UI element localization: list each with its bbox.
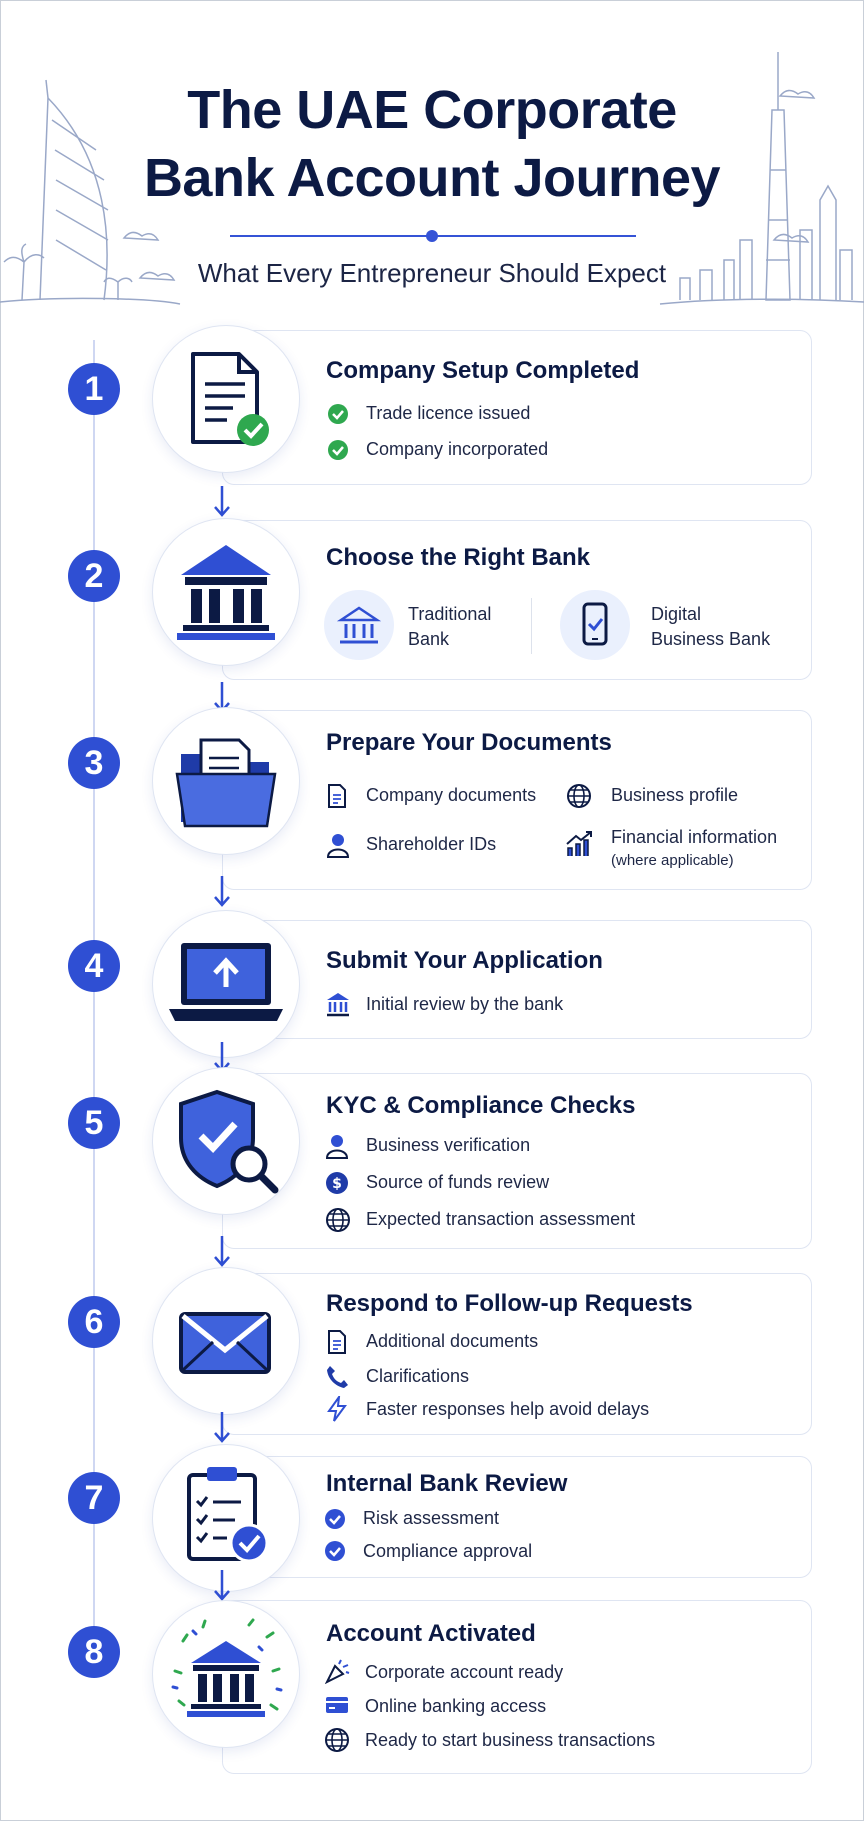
bank-celebration-icon [153,1601,299,1747]
option-1-label-line-2: Bank [408,629,450,649]
page-title-line-2: Bank Account Journey [143,148,721,208]
option-1-icon-circle [324,590,394,660]
shield-search-icon [153,1068,299,1214]
step-3-item-4-note: (where applicable) [611,852,734,869]
step-4-item-1: Initial review by the bank [366,994,564,1014]
header [0,0,864,310]
step-1-item-1: Trade licence issued [366,403,531,423]
smartphone-check-icon [560,590,630,660]
step-8-item-2: Online banking access [365,1696,547,1716]
document-check-icon [153,326,299,472]
bank-icon [324,590,394,660]
step-3-item-1: Company documents [366,785,537,805]
bank-building-icon [153,519,299,665]
options-separator [531,598,532,654]
step-4-card [222,920,812,1039]
step-1-item-2: Company incorporated [366,439,549,459]
document-icon [326,1329,348,1355]
step-2-title: Choose the Right Bank [326,544,591,571]
step-4-icon-circle [152,910,300,1058]
step-8-item-1: Corporate account ready [365,1662,564,1682]
step-8-icon-circle [152,1600,300,1748]
dollar-coin-icon [325,1171,349,1195]
globe-icon [566,783,592,809]
bar-chart-icon [564,830,594,860]
step-3-item-2: Business profile [611,785,739,805]
step-7-item-1: Risk assessment [363,1508,500,1528]
step-5-item-3: Expected transaction assessment [366,1209,636,1229]
step-7-title: Internal Bank Review [326,1470,568,1497]
step-5-item-1: Business verification [366,1135,531,1155]
step-4-number: 4 [68,940,120,992]
step-1-icon-circle [152,325,300,473]
step-5-number: 5 [68,1097,120,1149]
page-subtitle: What Every Entrepreneur Should Expect [197,258,667,288]
step-4-title: Submit Your Application [326,947,603,974]
step-5-icon-circle [152,1067,300,1215]
step-8-title: Account Activated [326,1620,536,1647]
step-5-item-2: Source of funds review [366,1172,550,1192]
globe-icon [325,1207,351,1233]
step-6-title: Respond to Follow-up Requests [326,1290,693,1317]
step-5-title: KYC & Compliance Checks [326,1092,636,1119]
svg-text:$: $ [332,1176,342,1192]
globe-icon [324,1727,350,1753]
option-2-label-line-1: Digital [651,604,702,624]
person-icon [326,832,350,858]
step-3-icon-circle [152,707,300,855]
arrow-down-icon [212,874,232,908]
step-3-title: Prepare Your Documents [326,729,612,756]
step-6-number: 6 [68,1296,120,1348]
option-2-icon-circle [560,590,630,660]
step-1-title: Company Setup Completed [326,357,640,384]
step-8-item-3: Ready to start business transactions [365,1730,656,1750]
arrow-down-icon [212,1234,232,1268]
step-6-icon-circle [152,1267,300,1415]
step-6-item-1: Additional documents [366,1331,539,1351]
step-6-item-3: Faster responses help avoid delays [366,1399,650,1419]
check-circle-icon [327,439,349,461]
option-2-label-line-2: Business Bank [651,629,771,649]
step-1-number: 1 [68,363,120,415]
person-icon [325,1133,349,1159]
step-2-number: 2 [68,550,120,602]
bank-icon [325,991,351,1017]
envelope-icon [153,1268,299,1414]
step-3-item-4: Financial information [611,827,778,847]
step-6-item-2: Clarifications [366,1366,470,1386]
page-title-line-1: The UAE Corporate [187,80,677,140]
check-circle-icon [324,1508,346,1530]
arrow-down-icon [212,484,232,518]
check-circle-icon [324,1540,346,1562]
party-popper-icon [324,1658,350,1684]
option-1-label-line-1: Traditional [408,604,492,624]
laptop-upload-icon [153,911,299,1057]
step-7-number: 7 [68,1472,120,1524]
step-3-item-3: Shareholder IDs [366,834,497,854]
check-circle-icon [327,403,349,425]
step-8-number: 8 [68,1626,120,1678]
step-7-item-2: Compliance approval [363,1541,533,1561]
card-icon [324,1694,350,1716]
arrow-down-icon [212,1568,232,1602]
step-3-number: 3 [68,737,120,789]
lightning-icon [327,1396,347,1422]
title-divider-dot [426,230,438,242]
arrow-down-icon [212,1410,232,1444]
timeline-line [93,340,95,1660]
document-icon [326,783,348,809]
folder-icon [153,708,299,854]
step-2-icon-circle [152,518,300,666]
phone-icon [325,1364,349,1388]
